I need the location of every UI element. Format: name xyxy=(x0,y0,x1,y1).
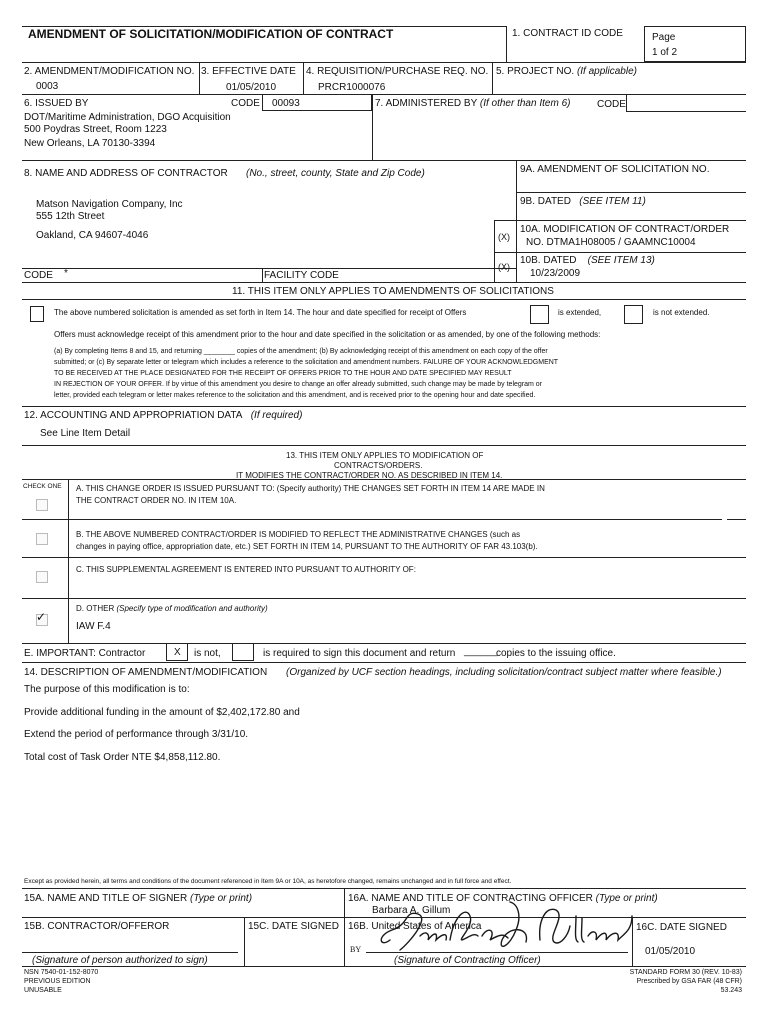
requisition-label: 4. REQUISITION/PURCHASE REQ. NO. xyxy=(306,66,489,77)
item-13-heading-3: IT MODIFIES THE CONTRACT/ORDER NO. AS DESCRIBED IN ITEM 14. xyxy=(236,471,503,480)
item-9a-label: 9A. AMENDMENT OF SOLICITATION NO. xyxy=(520,164,710,175)
item-13a-line2: THE CONTRACT ORDER NO. IN ITEM 10A. xyxy=(76,496,237,505)
item-9b-label: 9B. DATED (SEE ITEM 11) xyxy=(520,196,646,207)
nsn-line-3: UNUSABLE xyxy=(24,987,62,994)
item-11-para-2: submitted; or (c) By separate letter or telegram which includes a reference to the solicitation and amendment numbers. FAILURE OF YOUR ACKNOWLEDGMENT xyxy=(54,359,559,366)
item-11-heading: 11. THIS ITEM ONLY APPLIES TO AMENDMENTS OF SOLICITATIONS xyxy=(232,286,554,297)
contractor-date-label: 15C. DATE SIGNED xyxy=(248,921,339,932)
contractor-street: 555 12th Street xyxy=(36,211,105,222)
description-line-4: Total cost of Task Order NTE $4,858,112.80. xyxy=(24,752,221,763)
officer-name-label: 16A. NAME AND TITLE OF CONTRACTING OFFICER (Type or print) xyxy=(348,893,658,904)
contractor-label-note: (No., street, county, State and Zip Code) xyxy=(246,168,425,179)
copies-blank: ______ xyxy=(464,646,498,657)
issued-code-value: 00093 xyxy=(272,98,300,109)
officer-date-label: 16C. DATE SIGNED xyxy=(636,922,727,933)
check-one-label: CHECK ONE xyxy=(23,483,62,490)
facility-code-label: FACILITY CODE xyxy=(264,270,339,281)
page-value: 1 of 2 xyxy=(652,47,678,58)
contractor-offeror-label: 15B. CONTRACTOR/OFFEROR xyxy=(24,921,170,932)
contractor-city: Oakland, CA 94607-4046 xyxy=(36,230,149,241)
contractor-code-value: * xyxy=(64,268,68,279)
item-11-para-5: letter, provided each telegram or letter makes reference to the solicitation and this amendment, and is received prior to the opening hour and date specified. xyxy=(54,392,536,399)
issued-by-label: 6. ISSUED BY xyxy=(24,98,89,109)
description-line-1: The purpose of this modification is to: xyxy=(24,684,190,695)
contractor-label: 8. NAME AND ADDRESS OF CONTRACTOR xyxy=(24,168,228,179)
item-10b-x: (X) xyxy=(498,262,510,272)
is-required-label: is required to sign this document and return xyxy=(263,648,456,659)
by-label: BY xyxy=(350,945,362,954)
item-10a-x: (X) xyxy=(498,232,510,242)
issued-address-line2: 500 Poydras Street, Room 1223 xyxy=(24,124,167,135)
important-label: E. IMPORTANT: Contractor xyxy=(24,648,146,659)
item-12-value: See Line Item Detail xyxy=(40,428,131,439)
item-14-label: 14. DESCRIPTION OF AMENDMENT/MODIFICATION xyxy=(24,667,268,678)
item-13c-line1: C. THIS SUPPLEMENTAL AGREEMENT IS ENTERED INTO PURSUANT TO AUTHORITY OF: xyxy=(76,565,416,574)
sf-line-1: STANDARD FORM 30 (REV. 10-83) xyxy=(629,969,742,976)
signer-name-label: 15A. NAME AND TITLE OF SIGNER (Type or print) xyxy=(24,893,253,904)
signature-officer-caption: (Signature of Contracting Officer) xyxy=(394,955,541,966)
except-clause: Except as provided herein, all terms and conditions of the document referenced in Item 9A or 10A, as heretofore changed, remains unchanged and in full force and effect. xyxy=(24,878,512,885)
item-11-checkbox[interactable] xyxy=(30,306,44,322)
officer-signature xyxy=(370,896,660,962)
not-extended-label: is not extended. xyxy=(653,308,710,317)
extended-checkbox[interactable] xyxy=(530,305,549,324)
item-13-heading-1: 13. THIS ITEM ONLY APPLIES TO MODIFICATION OF xyxy=(286,451,484,460)
officer-name-value: Barbara A. Gillum xyxy=(372,905,451,916)
officer-date-value: 01/05/2010 xyxy=(645,946,696,957)
signature-person-caption: (Signature of person authorized to sign) xyxy=(32,955,208,966)
item-13d-value: IAW F.4 xyxy=(76,621,111,632)
issued-code-label: CODE xyxy=(231,98,260,109)
sf-line-3: 53.243 xyxy=(720,987,742,994)
nsn-line-1: NSN 7540-01-152-8070 xyxy=(24,969,99,976)
administered-code-label: CODE xyxy=(597,99,626,110)
extended-label: is extended, xyxy=(558,308,602,317)
contractor-code-label: CODE xyxy=(24,270,53,281)
item-10a-value: NO. DTMA1H08005 / GAAMNC10004 xyxy=(526,237,696,248)
is-not-label: is not, xyxy=(194,648,221,659)
contract-id-label: 1. CONTRACT ID CODE xyxy=(512,28,623,39)
effective-date-value: 01/05/2010 xyxy=(226,82,277,93)
form-title: AMENDMENT OF SOLICITATION/MODIFICATION OF CONTRACT xyxy=(28,27,394,41)
item-13b-line1: B. THE ABOVE NUMBERED CONTRACT/ORDER IS MODIFIED TO REFLECT THE ADMINISTRATIVE CHANGES (such as xyxy=(76,530,521,539)
amendment-no-value: 0003 xyxy=(36,81,59,92)
item-13d-label: D. OTHER (Specify type of modification and authority) xyxy=(76,604,268,613)
sf-line-2: Prescribed by GSA FAR (48 CFR) xyxy=(636,978,742,985)
item-11-line1: The above numbered solicitation is amended as set forth in Item 14. The hour and date specified for receipt of Offers xyxy=(54,308,467,317)
offers-line: Offers must acknowledge receipt of this amendment prior to the hour and date specified in the solicitation or as amended, by one of the following methods: xyxy=(54,330,601,339)
is-required-checkbox[interactable] xyxy=(232,643,254,661)
item-13b-checkbox[interactable] xyxy=(36,533,48,545)
item-13-heading-2: CONTRACTS/ORDERS. xyxy=(334,461,423,470)
item-14-label-note: (Organized by UCF section headings, including solicitation/contract subject matter where feasible.) xyxy=(286,667,722,678)
contractor-name: Matson Navigation Company, Inc xyxy=(36,199,183,210)
description-line-2: Provide additional funding in the amount of $2,402,172.80 and xyxy=(24,707,300,718)
page-label: Page xyxy=(652,32,676,43)
item-10b-value: 10/23/2009 xyxy=(530,268,581,279)
effective-date-label: 3. EFFECTIVE DATE xyxy=(201,66,296,77)
item-13b-line2: changes in paying office, appropriation date, etc.) SET FORTH IN ITEM 14, PURSUANT TO THE AUTHORITY OF FAR 43.103(b). xyxy=(76,542,538,551)
is-not-mark: X xyxy=(174,647,181,658)
usa-label: 16B. United States of America xyxy=(348,921,482,932)
requisition-value: PRCR1000076 xyxy=(318,82,386,93)
item-10b-label: 10B. DATED (SEE ITEM 13) xyxy=(520,255,655,266)
item-13a-checkbox[interactable] xyxy=(36,499,48,511)
check-mark-icon: ✓ xyxy=(36,610,47,624)
description-line-3: Extend the period of performance through 3/31/10. xyxy=(24,729,249,740)
administered-by-label: 7. ADMINISTERED BY (If other than Item 6) xyxy=(375,98,571,109)
item-13a-line1: A. THIS CHANGE ORDER IS ISSUED PURSUANT TO: (Specify authority) THE CHANGES SET FORTH IN ITEM 14 ARE MADE IN xyxy=(76,484,545,493)
copies-label: copies to the issuing office. xyxy=(496,648,616,659)
issued-address-line3: New Orleans, LA 70130-3394 xyxy=(24,138,156,149)
issued-address-line1: DOT/Maritime Administration, DGO Acquisition xyxy=(24,112,231,123)
item-11-para-4: IN REJECTION OF YOUR OFFER. If by virtue of this amendment you desire to change an offer already submitted, such change may be made by telegram or xyxy=(54,381,543,388)
item-12-label: 12. ACCOUNTING AND APPROPRIATION DATA (If required) xyxy=(24,410,303,421)
amendment-no-label: 2. AMENDMENT/MODIFICATION NO. xyxy=(24,66,195,77)
item-11-para-1: (a) By completing Items 8 and 15, and returning ________ copies of the amendment; (b) By acknowledging receipt of this amendment on each copy of the offer xyxy=(54,348,548,355)
item-13c-checkbox[interactable] xyxy=(36,571,48,583)
item-10a-label: 10A. MODIFICATION OF CONTRACT/ORDER xyxy=(520,224,730,235)
project-no-label: 5. PROJECT NO. (If applicable) xyxy=(496,66,637,77)
item-11-para-3: TO BE RECEIVED AT THE PLACE DESIGNATED FOR THE RECEIPT OF OFFERS PRIOR TO THE HOUR AND DATE SPECIFIED MAY RESULT xyxy=(54,370,512,377)
nsn-line-2: PREVIOUS EDITION xyxy=(24,978,91,985)
not-extended-checkbox[interactable] xyxy=(624,305,643,324)
